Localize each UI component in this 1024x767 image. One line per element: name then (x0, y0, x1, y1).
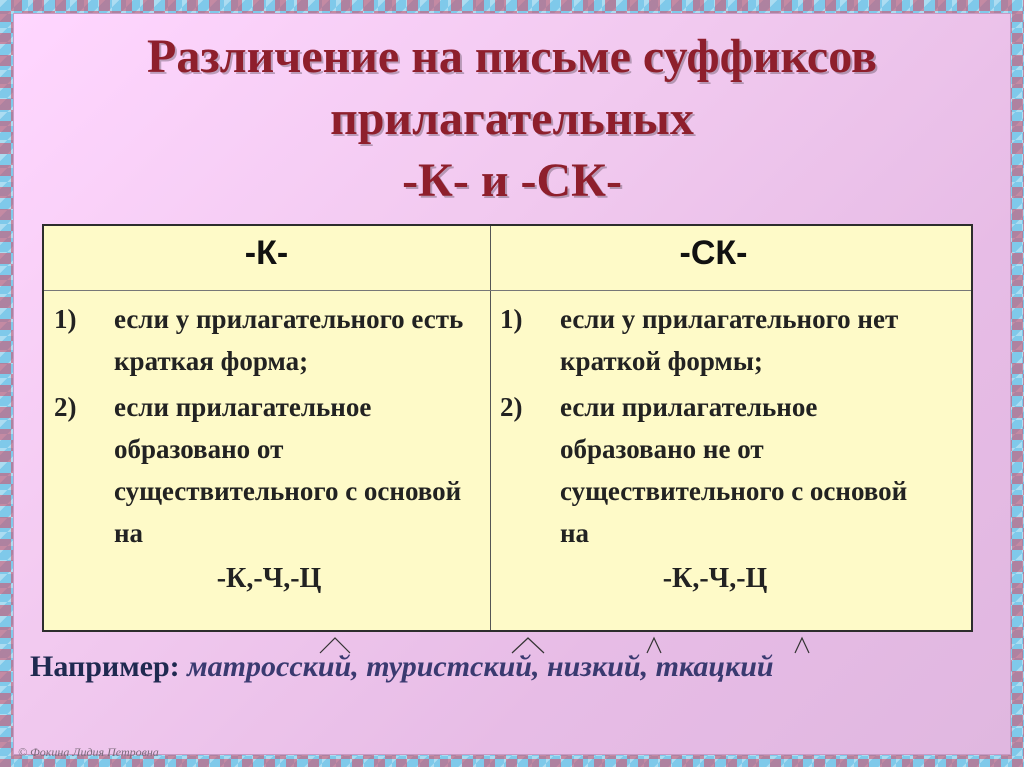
example-label: Например: (30, 650, 180, 683)
title-line-1: Различение на письме суффиксов (147, 30, 877, 83)
rule-number: 1) (500, 304, 523, 334)
title-line-2: прилагательных (330, 92, 694, 145)
header-sk: -СК- (679, 234, 748, 272)
header-k: -К- (244, 234, 289, 272)
rule-text: если прилагательное образовано не от существительного с основой на (560, 392, 908, 548)
copyright-note: © Фокина Лидия Петровна (18, 745, 159, 759)
rule-text: если у прилагательного нет краткой формы; (560, 304, 899, 376)
suffix-list: -К,-Ч,-Ц (216, 563, 322, 594)
rule-number: 2) (500, 392, 523, 422)
title-line-3: -К- и -СК- (402, 154, 622, 207)
rule-number: 2) (54, 392, 77, 422)
example-words: матросский, туристский, низкий, ткацкий (187, 650, 774, 683)
suffix-mark-icon (795, 638, 809, 653)
rule-text: если у прилагательного есть краткая форма; (114, 304, 464, 376)
rule-text: если прилагательное образовано от существительного с основой на (114, 392, 462, 548)
suffix-list: -К,-Ч,-Ц (662, 563, 768, 594)
rule-number: 1) (54, 304, 77, 334)
example-line (30, 650, 774, 684)
